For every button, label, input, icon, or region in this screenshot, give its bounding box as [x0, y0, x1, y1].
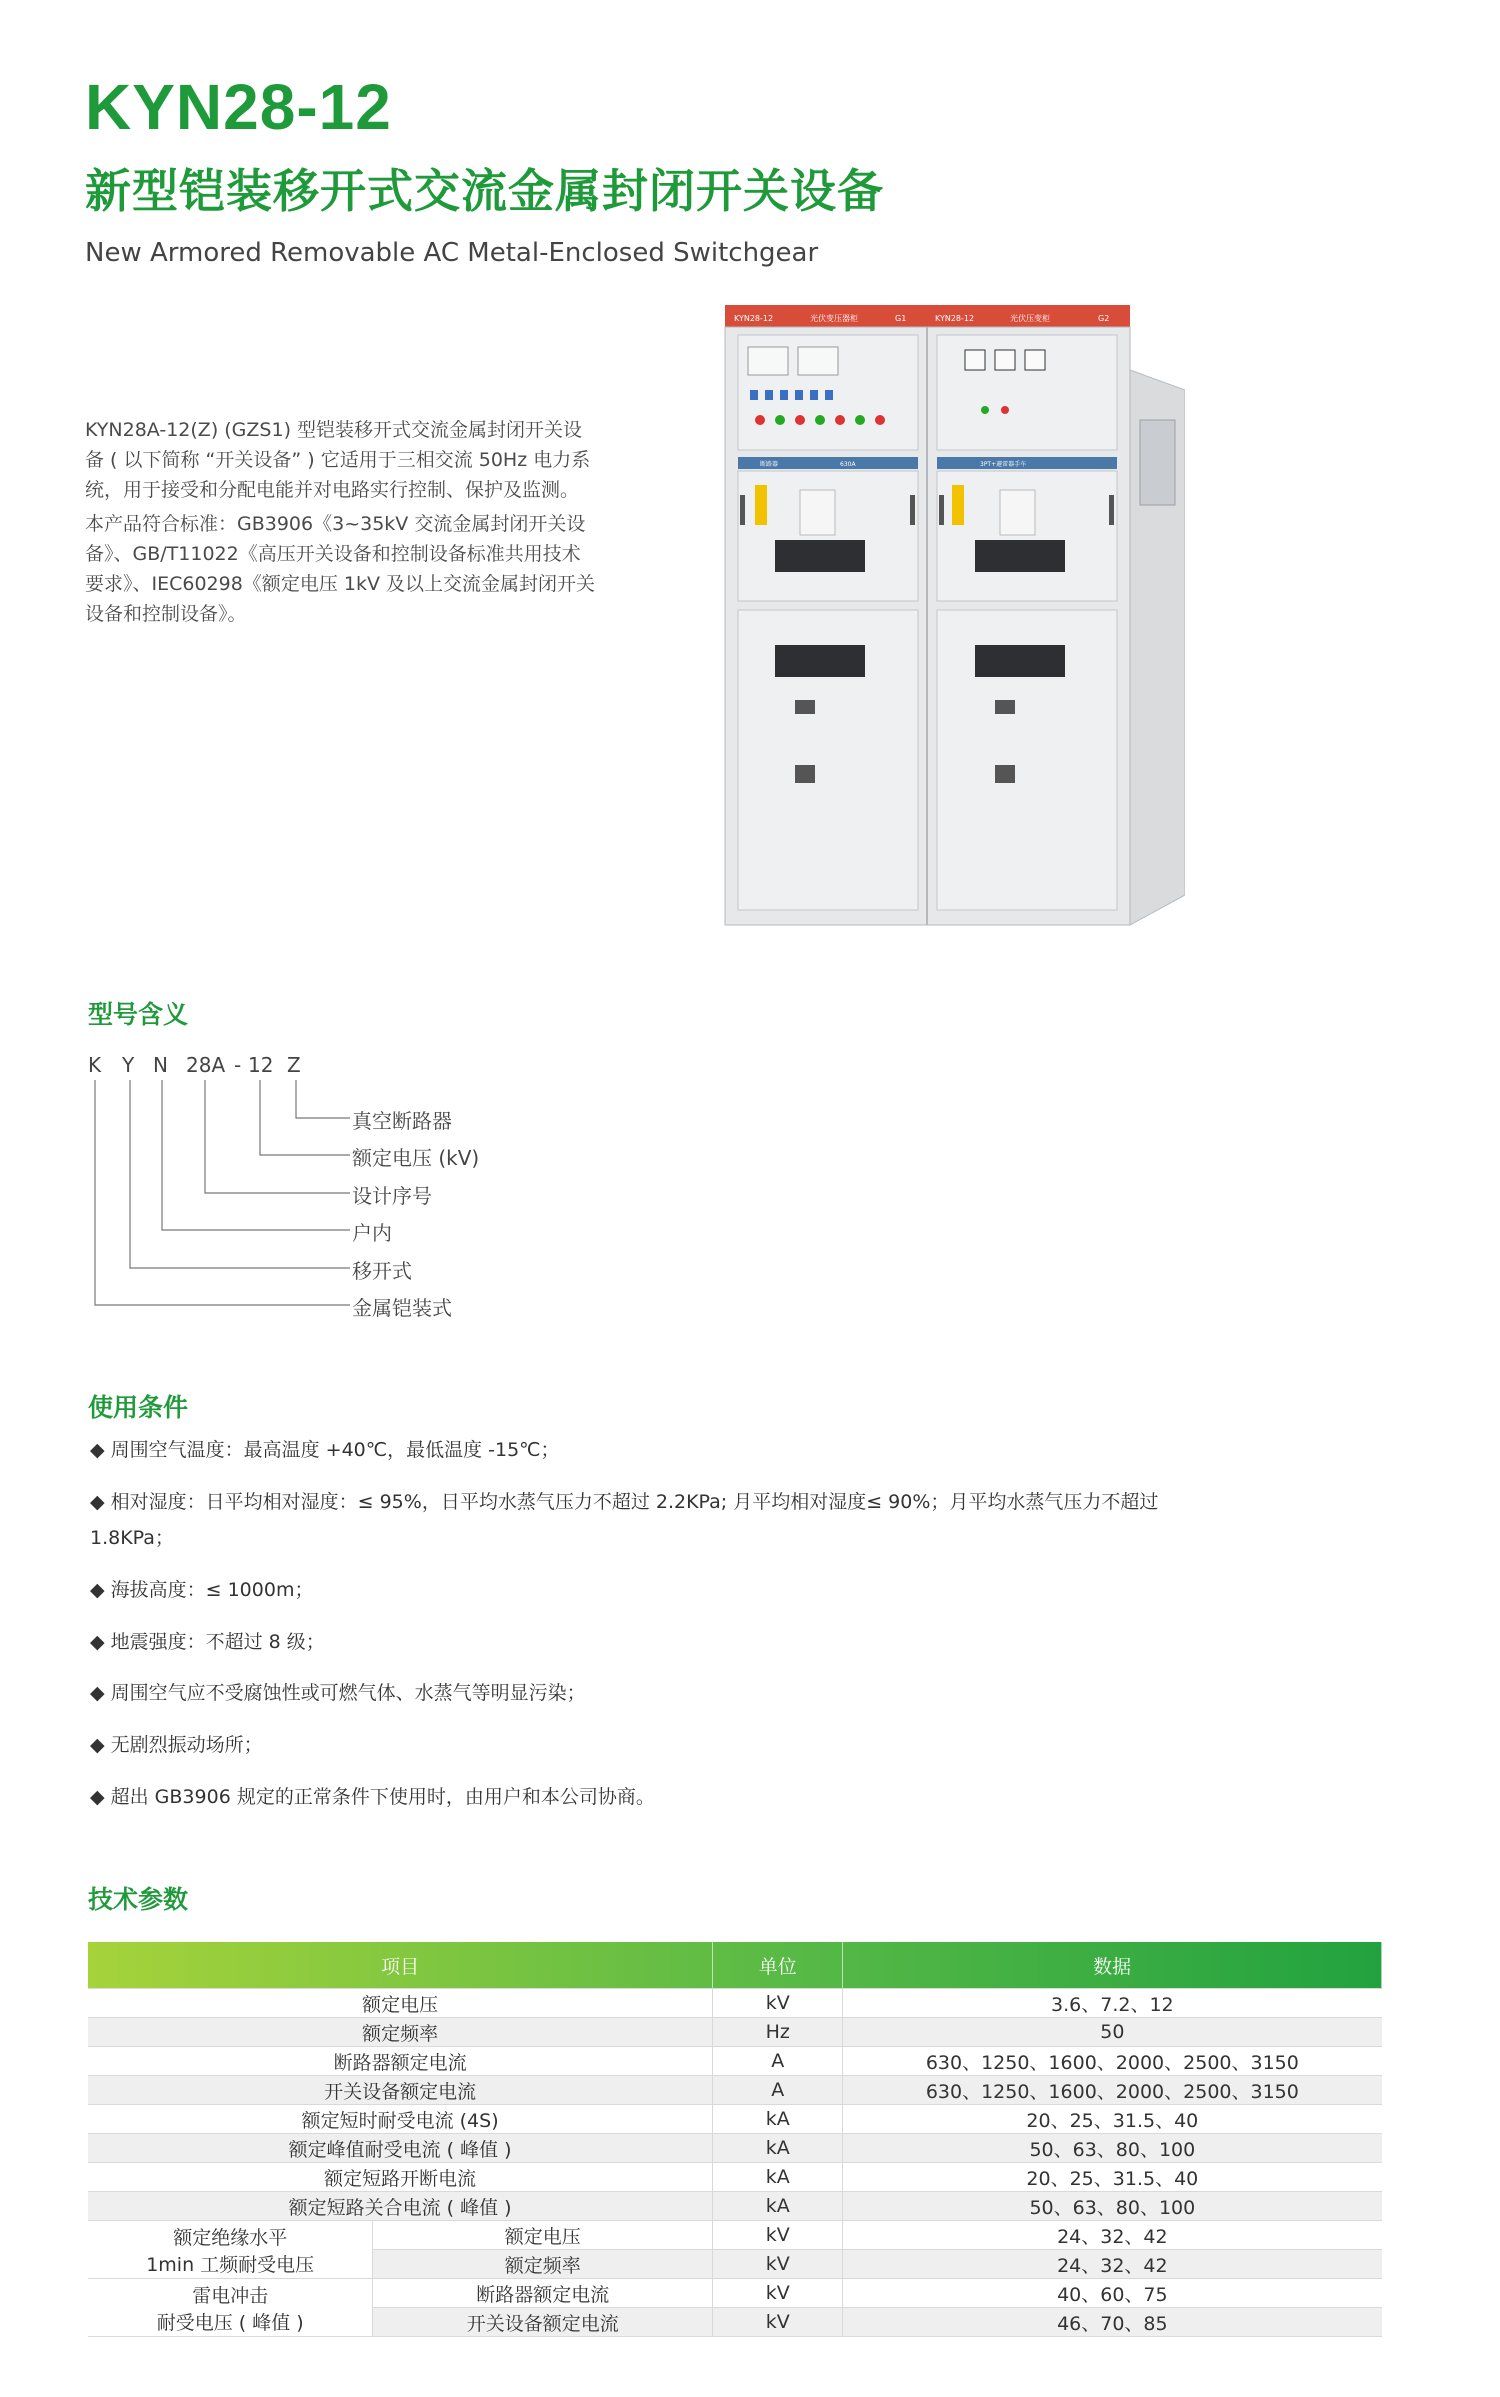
group-label-line: 1min 工频耐受电压 [146, 2253, 315, 2276]
condition-item [90, 1625, 1290, 1659]
row-data: 630、1250、1600、2000、2500、3150 [843, 2076, 1382, 2105]
condition-item [90, 1676, 1290, 1710]
code-design-number: 28A [186, 1053, 226, 1077]
product-introduction [85, 415, 595, 633]
row-item: 断路器额定电流 [88, 2047, 713, 2076]
row-data: 3.6、7.2、12 [843, 1989, 1382, 2018]
code-label-design-number: 设计序号 [352, 1184, 432, 1208]
bullet-icon: ◆ [90, 1491, 105, 1513]
condition-item [90, 1780, 1290, 1814]
row-data: 50 [843, 2018, 1382, 2047]
bullet-icon: ◆ [90, 1439, 105, 1461]
header-data: 数据 [843, 1942, 1382, 1989]
condition-text: 周围空气温度：最高温度 +40℃，最低温度 -15℃； [110, 1439, 560, 1461]
model-meaning-title: 型号含义 [88, 1000, 189, 1029]
row-unit: A [713, 2047, 843, 2076]
code-letter-n: N [153, 1053, 168, 1077]
panel2-number: G2 [1098, 314, 1110, 323]
row-unit: kA [713, 2192, 843, 2221]
intro-paragraph-2: 本产品符合标准：GB3906《3~35kV 交流金属封闭开关设备》、GB/T11022《高压开关设备和控制设备标准共用技术要求》、IEC60298《额定电压 1kV 及以上交流金属封闭开关设备和控制设备》。 [85, 513, 595, 625]
table-row [88, 1989, 1382, 2018]
condition-text: 1.8KPa； [90, 1527, 174, 1549]
table-row [88, 2018, 1382, 2047]
code-voltage: 12 [248, 1053, 274, 1077]
group-label-line: 耐受电压 ( 峰值 ) [156, 2311, 304, 2334]
row-unit: kV [713, 2250, 843, 2279]
product-model-title: KYN28-12 [85, 71, 392, 143]
row-unit: kA [713, 2134, 843, 2163]
code-label-armored: 金属铠装式 [352, 1296, 452, 1320]
row-data: 24、32、42 [843, 2221, 1382, 2250]
conditions-title: 使用条件 [88, 1393, 189, 1422]
row-data: 20、25、31.5、40 [843, 2163, 1382, 2192]
table-row [88, 2163, 1382, 2192]
row-unit: kA [713, 2105, 843, 2134]
row-data: 20、25、31.5、40 [843, 2105, 1382, 2134]
table-row [88, 2134, 1382, 2163]
panel2-tag: 光伏压变柜 [1010, 314, 1050, 323]
table-row [88, 2076, 1382, 2105]
bullet-icon: ◆ [90, 1682, 105, 1704]
row-data: 50、63、80、100 [843, 2192, 1382, 2221]
table-row [88, 2105, 1382, 2134]
bullet-icon: ◆ [90, 1734, 105, 1756]
row-unit: kV [713, 2279, 843, 2308]
group-label-line: 雷电冲击 [192, 2284, 269, 2307]
row-unit: kA [713, 2163, 843, 2192]
condition-item [90, 1728, 1290, 1762]
code-letter-k: K [88, 1053, 102, 1077]
row-item: 额定电压 [373, 2221, 713, 2250]
condition-text: 地震强度：不超过 8 级； [110, 1631, 325, 1653]
intro-paragraph-1: KYN28A-12(Z) (GZS1) 型铠装移开式交流金属封闭开关设备 ( 以下简称 “开关设备” ) 它适用于三相交流 50Hz 电力系统，用于接受和分配电能并对电路实行控制、保护及监测。 [85, 419, 591, 501]
row-data: 630、1250、1600、2000、2500、3150 [843, 2047, 1382, 2076]
bullet-icon: ◆ [90, 1631, 105, 1653]
panel1-tag: 光伏变压器柜 [810, 314, 858, 323]
code-letter-z: Z [287, 1053, 301, 1077]
bullet-icon: ◆ [90, 1579, 105, 1601]
product-chinese-title: 新型铠装移开式交流金属封闭开关设备 [85, 164, 884, 218]
condition-item [90, 1433, 1290, 1467]
row-item: 开关设备额定电流 [88, 2076, 713, 2105]
row-unit: kV [713, 2308, 843, 2337]
model-code-connector-lines [80, 1080, 360, 1320]
code-dash: - [234, 1053, 242, 1077]
row-data: 46、70、85 [843, 2308, 1382, 2337]
code-label-indoor: 户内 [352, 1221, 392, 1245]
tech-params-title: 技术参数 [88, 1885, 189, 1914]
row-item: 额定电压 [88, 1989, 713, 2018]
condition-text: 海拔高度：≤ 1000m； [110, 1579, 314, 1601]
table-row [88, 2047, 1382, 2076]
panel1-number: G1 [895, 314, 907, 323]
condition-text: 相对湿度：日平均相对湿度：≤ 95%，日平均水蒸气压力不超过 2.2KPa; 月平均相对湿度≤ 90%；月平均水蒸气压力不超过 [110, 1491, 1159, 1513]
table-header-row [88, 1942, 1382, 1989]
row-unit: Hz [713, 2018, 843, 2047]
panel2-model-label: KYN28-12 [935, 314, 975, 323]
row-unit: kV [713, 2221, 843, 2250]
tech-params-table [88, 1942, 1382, 2337]
table-row [88, 2221, 1382, 2250]
row-item: 额定峰值耐受电流 ( 峰值 ) [88, 2134, 713, 2163]
panel2-strip: 3PT+避雷器手车 [980, 461, 1027, 468]
condition-item-continuation [90, 1521, 1290, 1555]
panel1-strip-left: 断路器 [760, 461, 779, 468]
group-label-line: 额定绝缘水平 [173, 2226, 288, 2249]
condition-text: 超出 GB3906 规定的正常条件下使用时，由用户和本公司协商。 [110, 1786, 655, 1808]
row-data: 40、60、75 [843, 2279, 1382, 2308]
table-row [88, 2279, 1382, 2308]
code-label-rated-voltage: 额定电压 (kV) [352, 1146, 480, 1170]
condition-text: 无剧烈振动场所； [110, 1734, 263, 1756]
row-unit: kV [713, 1989, 843, 2018]
row-data: 50、63、80、100 [843, 2134, 1382, 2163]
bullet-icon: ◆ [90, 1786, 105, 1808]
group-label-insulation [88, 2221, 373, 2279]
row-item: 额定短路开断电流 [88, 2163, 713, 2192]
condition-item [90, 1485, 1290, 1519]
group-label-lightning [88, 2279, 373, 2337]
condition-item [90, 1573, 1290, 1607]
row-item: 额定频率 [88, 2018, 713, 2047]
product-english-title: New Armored Removable AC Metal-Enclosed Switchgear [85, 238, 819, 268]
header-item: 项目 [88, 1942, 713, 1989]
panel1-strip-right: 630A [840, 461, 856, 468]
panel1-model-label: KYN28-12 [734, 314, 774, 323]
table-row [88, 2192, 1382, 2221]
row-data: 24、32、42 [843, 2250, 1382, 2279]
row-item: 额定频率 [373, 2250, 713, 2279]
condition-text: 周围空气应不受腐蚀性或可燃气体、水蒸气等明显污染； [110, 1682, 586, 1704]
code-label-removable: 移开式 [352, 1259, 412, 1283]
row-unit: A [713, 2076, 843, 2105]
row-item: 断路器额定电流 [373, 2279, 713, 2308]
code-label-vacuum-breaker: 真空断路器 [352, 1109, 452, 1133]
header-unit: 单位 [713, 1942, 843, 1989]
row-item: 额定短路关合电流 ( 峰值 ) [88, 2192, 713, 2221]
row-item: 额定短时耐受电流 (4S) [88, 2105, 713, 2134]
row-item: 开关设备额定电流 [373, 2308, 713, 2337]
code-letter-y: Y [122, 1053, 135, 1077]
switchgear-product-image [720, 295, 1185, 935]
